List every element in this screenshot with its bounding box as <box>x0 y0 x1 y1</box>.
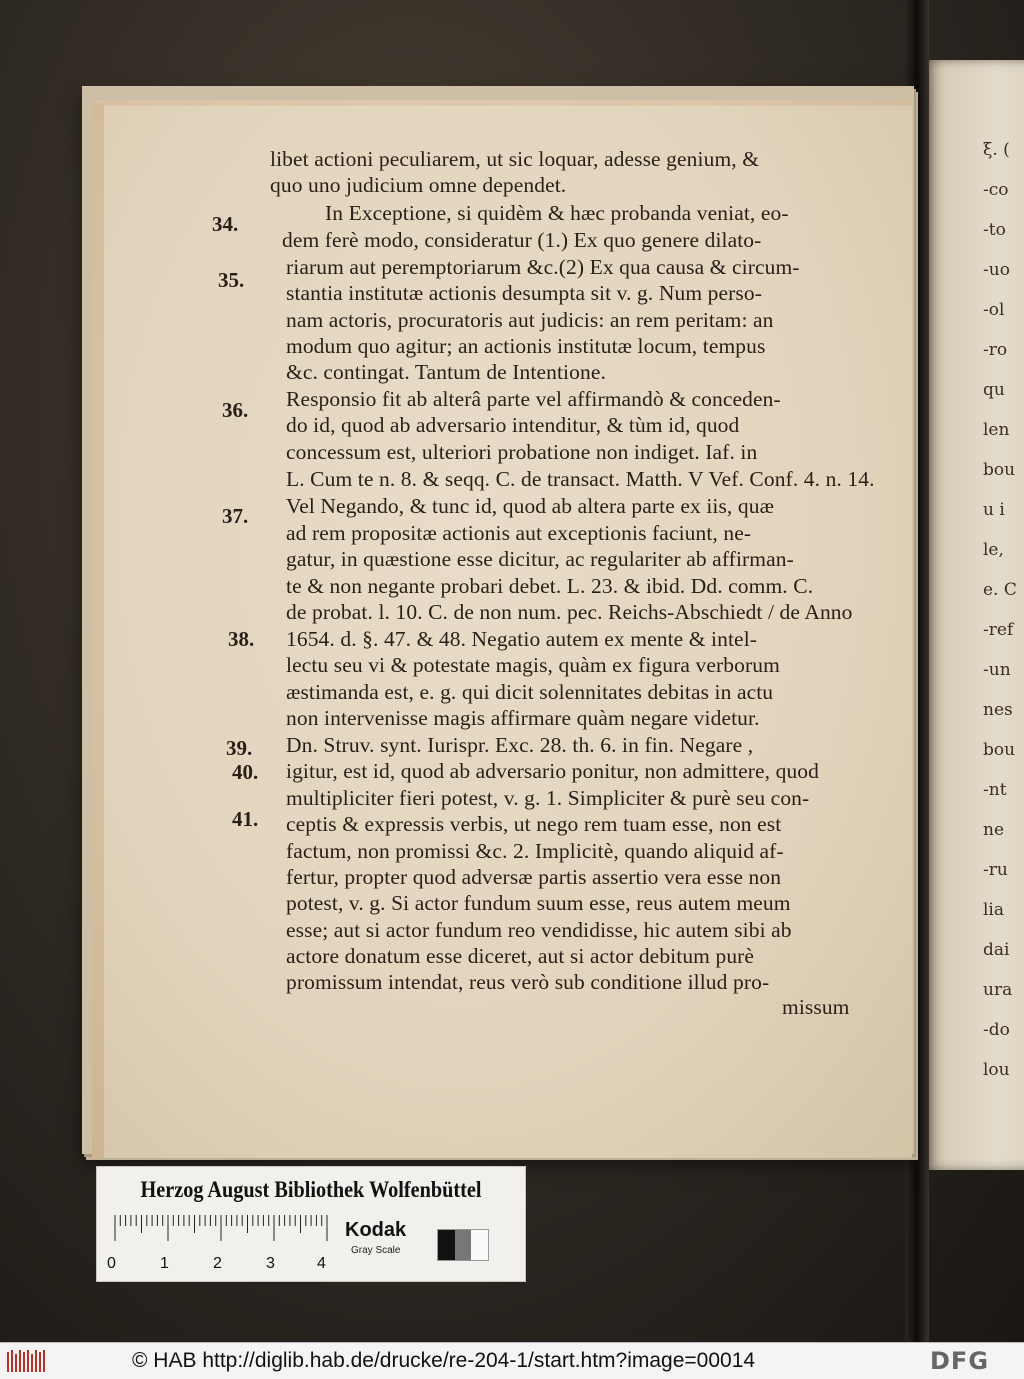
text-line: Responsio fit ab alterâ parte vel affirmandò & conceden- <box>286 387 781 411</box>
next-page-fragment: lia <box>983 900 1005 920</box>
text-line: 1654. d. §. 47. & 48. Negatio autem ex mente & intel- <box>286 627 758 651</box>
next-page-fragment: qu <box>983 380 1005 400</box>
text-line: stantia institutæ actionis desumpta sit v. g. Num perso- <box>286 281 762 305</box>
paragraph-number: 40. <box>232 760 259 784</box>
text-line: L. Cum te n. 8. & seqq. C. de transact. Matth. V Vef. Conf. 4. n. 14. <box>286 467 875 491</box>
paragraph-number: 41. <box>232 807 259 831</box>
text-line: Dn. Struv. synt. Iurispr. Exc. 28. th. 6. in fin. Negare , <box>286 733 754 757</box>
text-line: libet actioni peculiarem, ut sic loquar, adesse genium, & <box>270 147 760 171</box>
text-line: te & non negante probari debet. L. 23. & ibid. Dd. comm. C. <box>286 574 814 598</box>
kodak-logo: Kodak <box>345 1219 407 1241</box>
ruler-number: 4 <box>317 1255 326 1272</box>
next-page-fragment: ξ. ( <box>983 140 1010 160</box>
text-line: ad rem propositæ actionis aut exceptionis faciunt, ne- <box>286 521 752 545</box>
paragraph-number: 36. <box>222 398 249 422</box>
text-line: nam actoris, procuratoris aut judicis: an rem peritam: an <box>286 308 774 332</box>
text-line: promissum intendat, reus verò sub conditione illud pro- <box>286 970 770 994</box>
next-page-fragment: len <box>983 420 1010 440</box>
next-page-fragment: bou <box>983 740 1016 760</box>
text-line: modum quo agitur; an actionis institutæ locum, tempus <box>286 334 766 358</box>
adjacent-page <box>925 60 1024 1170</box>
color-scale-card <box>96 1166 526 1282</box>
next-page-fragment: -ol <box>983 300 1005 320</box>
text-line: factum, non promissi &c. 2. Implicitè, quando aliquid af- <box>286 839 784 863</box>
text-line: dem ferè modo, consideratur (1.) Ex quo genere dilato- <box>282 228 762 252</box>
next-page-fragment: -ro <box>983 340 1008 360</box>
paragraph-number: 38. <box>228 627 255 651</box>
ruler-number: 0 <box>107 1255 116 1272</box>
next-page-fragment: lou <box>983 1060 1010 1080</box>
text-line: gatur, in quæstione esse dicitur, ac regulariter ab affirman- <box>286 547 794 571</box>
next-page-fragment: -ref <box>983 620 1014 640</box>
text-line: multipliciter fieri potest, v. g. 1. Simpliciter & purè seu con- <box>286 786 810 810</box>
ruler-number: 2 <box>213 1255 222 1272</box>
text-line: Vel Negando, & tunc id, quod ab altera parte ex iis, quæ <box>286 494 775 518</box>
next-page-fragment: bou <box>983 460 1016 480</box>
text-line: missum <box>782 995 850 1019</box>
next-page-fragment: -uo <box>983 260 1010 280</box>
text-line: concessum est, ulteriori probatione non indiget. Iaf. in <box>286 440 758 464</box>
gray-scale-label: Gray Scale <box>351 1245 401 1256</box>
next-page-fragment: -un <box>983 660 1011 680</box>
library-name: Herzog August Bibliothek Wolfenbüttel <box>140 1177 482 1202</box>
next-page-fragment: -co <box>983 180 1009 200</box>
ruler-number: 3 <box>266 1255 275 1272</box>
paragraph-number: 39. <box>226 736 253 760</box>
paragraph-number: 34. <box>212 212 239 236</box>
next-page-fragment: le, <box>983 540 1004 560</box>
next-page-fragment: ura <box>983 980 1013 1000</box>
text-line: riarum aut peremptoriarum &c.(2) Ex qua causa & circum- <box>286 255 800 279</box>
text-line: de probat. l. 10. C. de non num. pec. Reichs-Abschiedt / de Anno <box>286 600 853 624</box>
paragraph-number: 35. <box>218 268 245 292</box>
next-page-fragment: ne <box>983 820 1005 840</box>
copyright-link[interactable]: © HAB http://diglib.hab.de/drucke/re-204-1/start.htm?image=00014 <box>132 1349 756 1372</box>
hab-logo-icon <box>6 1348 46 1374</box>
text-line: In Exceptione, si quidèm & hæc probanda veniat, eo- <box>325 201 789 225</box>
paragraph-number: 37. <box>222 504 249 528</box>
text-line: esse; aut si actor fundum reo vendidisse, hic autem sibi ab <box>286 918 792 942</box>
text-line: actore donatum esse diceret, aut si actor debitum purè <box>286 944 755 968</box>
next-page-fragment: -do <box>983 1020 1010 1040</box>
text-line: æstimanda est, e. g. qui dicit solennitates debitas in actu <box>286 680 774 704</box>
text-line: do id, quod ab adversario intenditur, & tùm id, quod <box>286 413 740 437</box>
dfg-logo: DFG <box>930 1347 990 1375</box>
text-line: lectu seu vi & potestate magis, quàm ex figura verborum <box>286 653 780 677</box>
next-page-fragment: -ru <box>983 860 1008 880</box>
next-page-fragment: -to <box>983 220 1006 240</box>
next-page-fragment: -nt <box>983 780 1007 800</box>
next-page-fragment: dai <box>983 940 1010 960</box>
text-line: potest, v. g. Si actor fundum suum esse, reus autem meum <box>286 891 791 915</box>
gray-scale-patches <box>437 1229 489 1261</box>
ruler-number: 1 <box>160 1255 169 1272</box>
text-line: fertur, propter quod adversæ partis assertio vera esse non <box>286 865 782 889</box>
text-line: &c. contingat. Tantum de Intentione. <box>286 360 606 384</box>
text-line: quo uno judicium omne dependet. <box>270 173 567 197</box>
next-page-fragment: e. C <box>983 580 1017 600</box>
next-page-fragment: u i <box>983 500 1005 520</box>
next-page-fragment: nes <box>983 700 1013 720</box>
text-line: igitur, est id, quod ab adversario ponitur, non admittere, quod <box>286 759 820 783</box>
text-line: ceptis & expressis verbis, ut nego rem tuam esse, non est <box>286 812 782 836</box>
footer-bar <box>0 1342 1024 1379</box>
text-line: non intervenisse magis affirmare quàm negare videtur. <box>286 706 760 730</box>
